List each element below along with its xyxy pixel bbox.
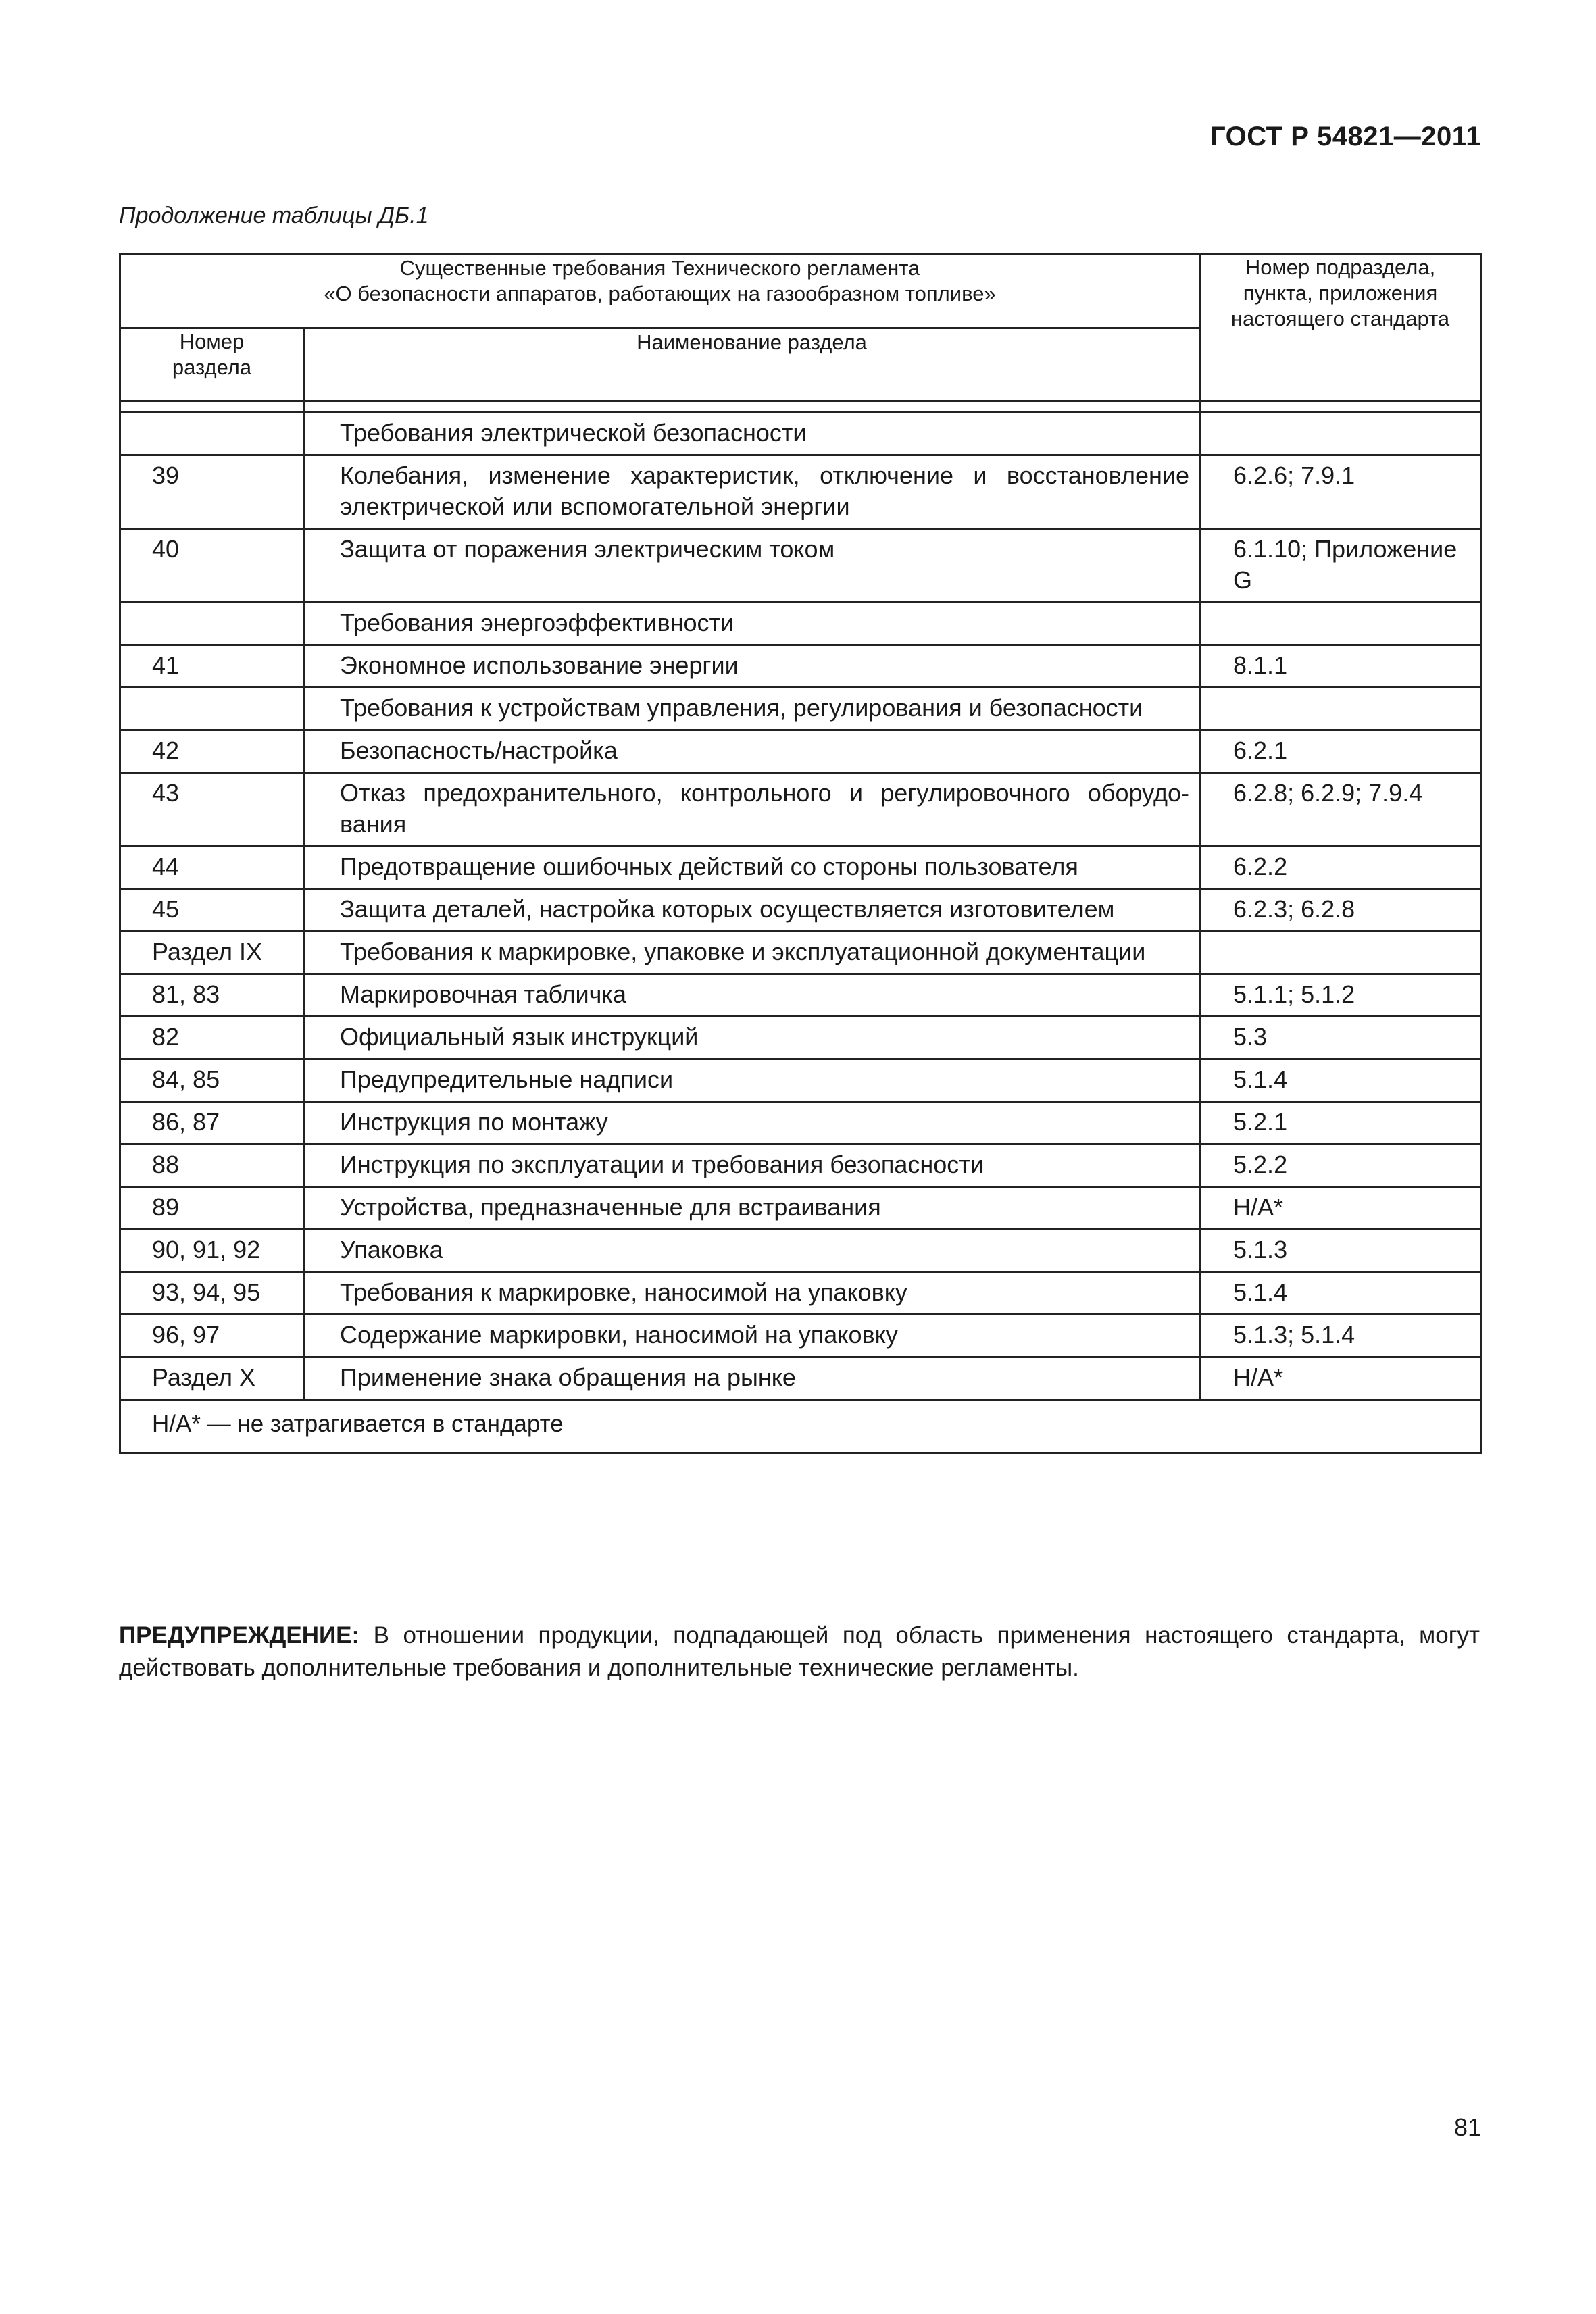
cell-standard-reference: 5.1.4 [1200, 1272, 1481, 1315]
cell-section-number [120, 688, 304, 730]
cell-section-name: Требования к устройствам управления, регулирования и безопасности [304, 688, 1200, 730]
cell-standard-reference: 6.2.3; 6.2.8 [1200, 889, 1481, 932]
cell-section-name: Устройства, предназначенные для встраивания [304, 1187, 1200, 1230]
table-row [120, 1230, 1481, 1272]
cell-section-name: Экономное использование энергии [304, 645, 1200, 688]
cell-section-name: Требования энергоэффективности [304, 603, 1200, 645]
column-header-ref: Номер подраздела, пункта, приложения настоящего стандарта [1200, 254, 1481, 401]
cell-section-number: 40 [120, 529, 304, 603]
cell-section-name: Требования электрической безопасности [304, 413, 1200, 455]
warning-label: ПРЕДУПРЕЖДЕНИЕ: [119, 1622, 360, 1649]
table-row [120, 1315, 1481, 1357]
cell-standard-reference: 6.1.10; Приложение G [1200, 529, 1481, 603]
cell-standard-reference: 8.1.1 [1200, 645, 1481, 688]
cell-section-number: 84, 85 [120, 1059, 304, 1102]
cell-section-number: 90, 91, 92 [120, 1230, 304, 1272]
column-header-number: Номер раздела [120, 328, 304, 401]
cell-standard-reference: 5.2.1 [1200, 1102, 1481, 1145]
cell-section-name: Содержание маркировки, наносимой на упаковку [304, 1315, 1200, 1357]
table-row [120, 730, 1481, 773]
table-row [120, 932, 1481, 974]
cell-section-number: 82 [120, 1017, 304, 1059]
table-row [120, 413, 1481, 455]
table-row [120, 1017, 1481, 1059]
page-number: 81 [1453, 2113, 1481, 2141]
cell-standard-reference: 5.1.4 [1200, 1059, 1481, 1102]
table-row [120, 1145, 1481, 1187]
warning-paragraph [119, 1619, 1480, 1684]
table-row [120, 1187, 1481, 1230]
cell-section-name: Применение знака обращения на рынке [304, 1357, 1200, 1400]
cell-standard-reference [1200, 932, 1481, 974]
cell-standard-reference: 6.2.6; 7.9.1 [1200, 455, 1481, 529]
cell-section-name: Колебания, изменение характеристик, отключение и восстановление электрической или вспомогательной энергии [304, 455, 1200, 529]
cell-section-name: Предотвращение ошибочных действий со стороны пользователя [304, 847, 1200, 889]
cell-standard-reference: Н/А* [1200, 1187, 1481, 1230]
cell-section-name: Упаковка [304, 1230, 1200, 1272]
cell-section-number: Раздел IX [120, 932, 304, 974]
cell-section-name: Защита от поражения электрическим током [304, 529, 1200, 603]
table-body [120, 413, 1481, 1400]
cell-section-name: Отказ предохранительного, контрольного и регулировочного оборудования [304, 773, 1200, 847]
cell-standard-reference: Н/А* [1200, 1357, 1481, 1400]
table-footnote: Н/А* — не затрагивается в стандарте [120, 1400, 1481, 1453]
table-row [120, 1272, 1481, 1315]
requirements-table [119, 253, 1482, 1454]
document-id: ГОСТ Р 54821—2011 [1210, 122, 1481, 151]
cell-standard-reference: 5.1.3; 5.1.4 [1200, 1315, 1481, 1357]
cell-standard-reference [1200, 413, 1481, 455]
cell-section-number: 86, 87 [120, 1102, 304, 1145]
cell-section-number [120, 603, 304, 645]
cell-section-name: Предупредительные надписи [304, 1059, 1200, 1102]
table-row [120, 1102, 1481, 1145]
cell-section-number: 88 [120, 1145, 304, 1187]
cell-section-number: 44 [120, 847, 304, 889]
cell-section-name: Инструкция по монтажу [304, 1102, 1200, 1145]
column-header-name: Наименование раздела [304, 328, 1200, 401]
cell-section-number: 42 [120, 730, 304, 773]
cell-section-number: 45 [120, 889, 304, 932]
cell-section-number: 41 [120, 645, 304, 688]
table-row [120, 603, 1481, 645]
table-row [120, 889, 1481, 932]
cell-section-name: Безопасность/настройка [304, 730, 1200, 773]
cell-standard-reference: 5.3 [1200, 1017, 1481, 1059]
table-row [120, 529, 1481, 603]
cell-standard-reference [1200, 603, 1481, 645]
cell-standard-reference [1200, 688, 1481, 730]
cell-section-number: 81, 83 [120, 974, 304, 1017]
cell-section-number: 39 [120, 455, 304, 529]
cell-standard-reference: 6.2.1 [1200, 730, 1481, 773]
header-gap-cell [304, 401, 1200, 413]
regulation-group-header [120, 254, 1200, 328]
header-gap-cell [1200, 401, 1481, 413]
cell-section-number [120, 413, 304, 455]
cell-section-number: 89 [120, 1187, 304, 1230]
cell-standard-reference: 6.2.8; 6.2.9; 7.9.4 [1200, 773, 1481, 847]
warning-text: В отношении продукции, подпадающей под область применения настоящего стандарта, могут действовать дополнительные требования и дополнительные технические регламенты. [119, 1622, 1480, 1681]
table-row [120, 847, 1481, 889]
table-row [120, 773, 1481, 847]
cell-section-name: Защита деталей, настройка которых осуществляется изготовителем [304, 889, 1200, 932]
cell-section-name: Инструкция по эксплуатации и требования безопасности [304, 1145, 1200, 1187]
cell-standard-reference: 5.1.1; 5.1.2 [1200, 974, 1481, 1017]
cell-section-name: Официальный язык инструкций [304, 1017, 1200, 1059]
table-row [120, 1357, 1481, 1400]
table-row [120, 645, 1481, 688]
regulation-group-title-line1: Существенные требования Технического регламента [399, 256, 920, 280]
cell-section-number: Раздел X [120, 1357, 304, 1400]
cell-section-name: Маркировочная табличка [304, 974, 1200, 1017]
regulation-group-title-line2: «О безопасности аппаратов, работающих на газообразном топливе» [324, 282, 996, 305]
table-row [120, 1059, 1481, 1102]
cell-section-number: 96, 97 [120, 1315, 304, 1357]
cell-section-name: Требования к маркировке, наносимой на упаковку [304, 1272, 1200, 1315]
cell-section-name: Требования к маркировке, упаковке и эксплуатационной документации [304, 932, 1200, 974]
cell-standard-reference: 5.1.3 [1200, 1230, 1481, 1272]
table-row [120, 688, 1481, 730]
cell-standard-reference: 5.2.2 [1200, 1145, 1481, 1187]
header-gap-cell [120, 401, 304, 413]
cell-section-number: 93, 94, 95 [120, 1272, 304, 1315]
cell-section-number: 43 [120, 773, 304, 847]
table-row [120, 455, 1481, 529]
cell-standard-reference: 6.2.2 [1200, 847, 1481, 889]
table-caption: Продолжение таблицы ДБ.1 [119, 203, 429, 228]
table-row [120, 974, 1481, 1017]
